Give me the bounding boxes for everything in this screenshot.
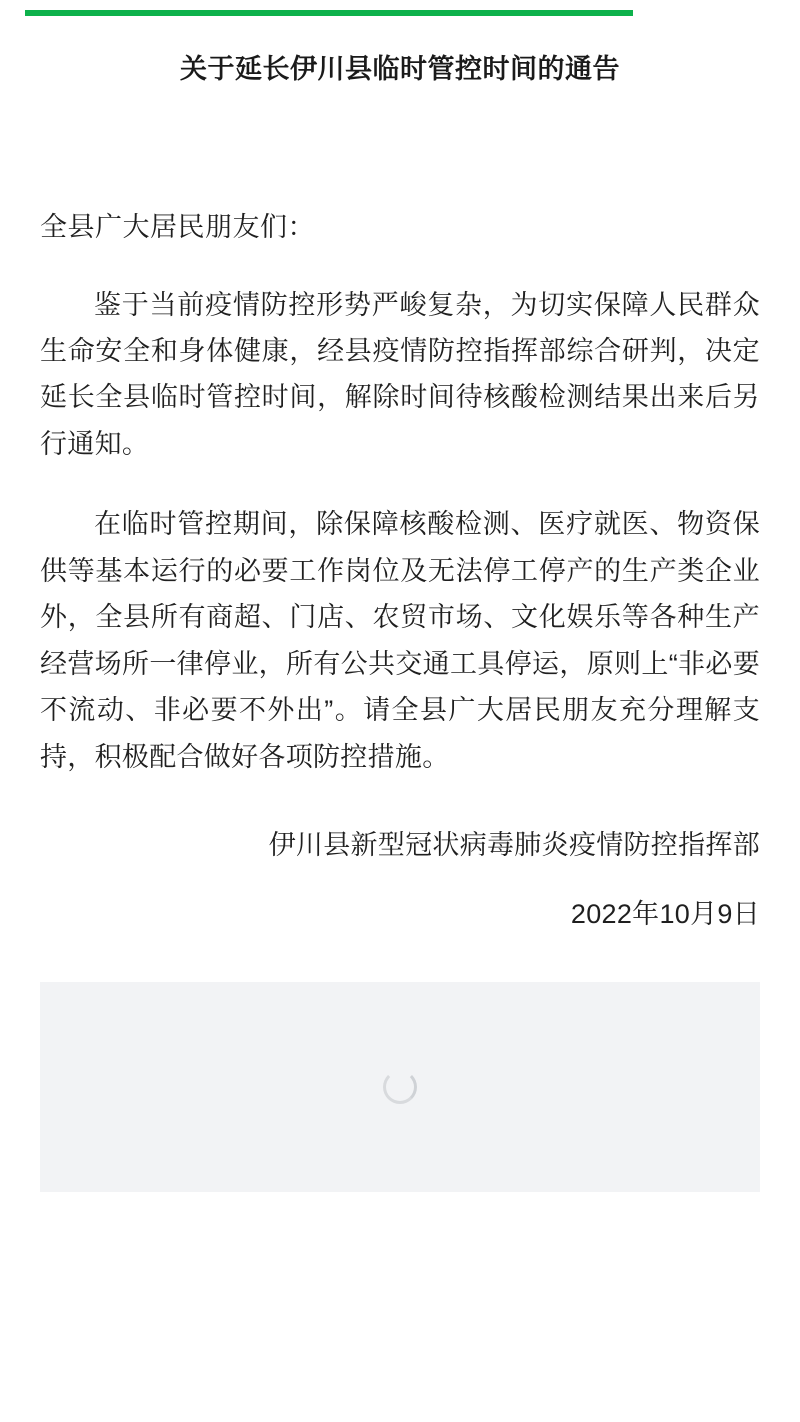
salutation-text: 全县广大居民朋友们： <box>40 212 315 243</box>
page-title: 关于延长伊川县临时管控时间的通告 <box>180 54 620 84</box>
paragraph-2: 在临时管控期间，除保障核酸检测、医疗就医、物资保供等基本运行的必要工作岗位及无法停工停产的生产类企业外，全县所有商超、门店、农贸市场、文化娱乐等各种生产经营场所一律停业，所有公共交通工具停运，原则上“非必要不流动、非必要不外出”。请全县广大居民朋友充分理解支持，积极配合做好各项防控措施。 <box>40 509 760 772</box>
date-text: 2022年10月9日 <box>570 899 760 930</box>
paragraph-1: 鉴于当前疫情防控形势严峻复杂，为切实保障人民群众生命安全和身体健康，经县疫情防控指挥部综合研判，决定延长全县临时管控时间，解除时间待核酸检测结果出来后另行通知。 <box>40 289 760 459</box>
signature-text: 伊川县新型冠状病毒肺炎疫情防控指挥部 <box>268 829 760 860</box>
header-accent-bar <box>25 10 633 16</box>
image-loading-placeholder <box>40 982 760 1192</box>
spinner-icon <box>383 1070 417 1104</box>
